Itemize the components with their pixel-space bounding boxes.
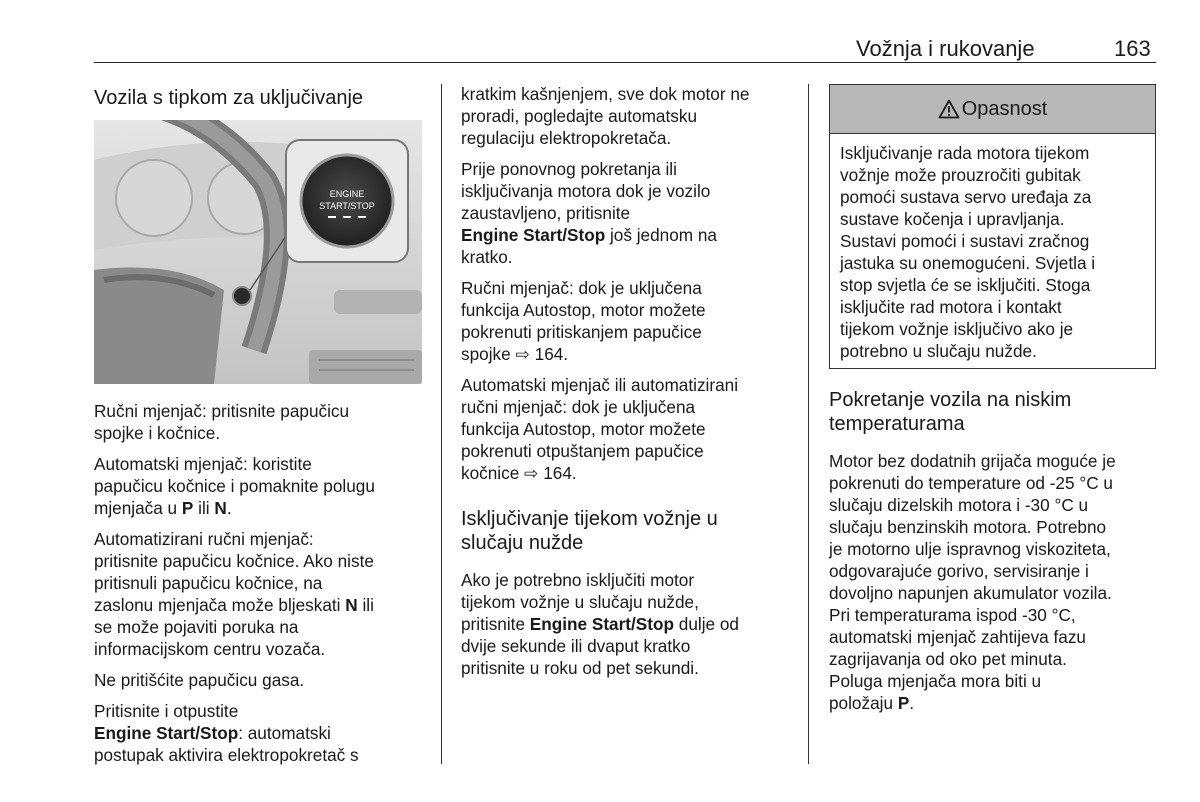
warning-box [829, 84, 1156, 369]
text-line: dvije sekunde ili dvaput kratko [461, 636, 691, 656]
heading-line: Pokretanje vozila na niskim [829, 389, 1072, 411]
text-line: Motor bez dodatnih grijača moguće je [829, 451, 1116, 471]
text-line: Ručni mjenjač: pritisnite papučicu [94, 401, 350, 421]
page-reference-link[interactable]: spojke ⇨ 164. [461, 344, 569, 364]
button-name: Engine Start/Stop [94, 723, 239, 743]
paragraph [94, 400, 434, 444]
text-line: pokrenuti pritiskanjem papučice [461, 322, 702, 342]
text-line: ručni mjenjač: dok je uključena [461, 397, 696, 417]
column-2 [461, 83, 801, 688]
text-line: slučaju benzinskih motora. Potrebno [829, 517, 1107, 537]
text-line: Automatizirani ručni mjenjač: [94, 529, 314, 549]
text-line: Ručni mjenjač: dok je uključena [461, 278, 702, 298]
text-line: Pri temperaturama ispod -30 °C, [829, 605, 1076, 625]
text-line: Automatski mjenjač ili automatizirani [461, 375, 739, 395]
paragraph [94, 453, 434, 519]
text-run: . [909, 693, 915, 713]
dashboard-illustration [94, 120, 422, 384]
paragraph [461, 83, 801, 149]
text-line: pritisnite papučicu kočnice. Ako niste [94, 551, 374, 571]
warning-header [830, 85, 1155, 134]
text-line [829, 692, 1159, 714]
button-text-engine: ENGINE [329, 189, 365, 199]
text-line: Isključivanje rada motora tijekom [840, 143, 1090, 163]
text-run: . [226, 498, 232, 518]
text-line: dovoljno napunjen akumulator vozila. [829, 583, 1112, 603]
text-line: proradi, pogledajte automatsku [461, 106, 698, 126]
text-line: odgovarajuće gorivo, servisiranje i [829, 561, 1089, 581]
text-line [94, 497, 434, 519]
text-line: funkcija Autostop, motor možete [461, 419, 706, 439]
heading-line: Isključivanje tijekom vožnje u [461, 508, 718, 530]
paragraph [94, 528, 434, 660]
text-line: spojke i kočnice. [94, 423, 221, 443]
text-line: Prije ponovnog pokretanja ili [461, 159, 677, 179]
page-reference-link[interactable]: kočnice ⇨ 164. [461, 463, 577, 483]
text-line: pokrenuti do temperature od -25 °C u [829, 473, 1113, 493]
section-heading [461, 507, 801, 555]
gear-label-n: N [214, 498, 227, 518]
column-divider-2 [808, 84, 809, 764]
text-line: se može pojaviti poruka na [94, 617, 299, 637]
column-divider-1 [441, 84, 442, 764]
text-line: sustave kočenja i upravljanja. [840, 209, 1065, 229]
text-line: zagrijavanja od oko pet minuta. [829, 649, 1067, 669]
button-name: Engine Start/Stop [529, 614, 674, 634]
text-run: ili [193, 498, 215, 518]
button-name: Engine Start/Stop [461, 225, 606, 245]
text-line: Ako je potrebno isključiti motor [461, 570, 695, 590]
heading-line: temperaturama [829, 413, 965, 435]
text-line: zaustavljeno, pritisnite [461, 203, 631, 223]
text-line: Pritisnite i otpustite [94, 701, 239, 721]
text-line: pritisnuli papučicu kočnice, na [94, 573, 323, 593]
text-line: kratko. [461, 247, 513, 267]
paragraph [829, 450, 1159, 714]
section-heading: Vozila s tipkom za uključivanje [94, 87, 364, 109]
text-line: pritisnite u roku od pet sekundi. [461, 658, 699, 678]
text-run: : automatski [238, 723, 331, 743]
text-line: Sustavi pomoći i sustavi zračnog [840, 231, 1090, 251]
text-line: jastuka su onemogućeni. Svjetla i [840, 253, 1096, 273]
text-line [94, 722, 434, 744]
text-line: postupak aktivira elektropokretač s [94, 745, 359, 765]
header-rule [94, 62, 1156, 63]
paragraph [461, 158, 801, 268]
paragraph [94, 669, 434, 691]
text-line: Automatski mjenjač: koristite [94, 454, 312, 474]
text-run: mjenjača u [94, 498, 182, 518]
text-line: stop svjetla će se isključiti. Stoga [840, 275, 1091, 295]
text-line [94, 594, 434, 616]
gear-label-n: N [345, 595, 358, 615]
warning-text [830, 134, 1155, 362]
text-line: je motorno ulje ispravnog viskoziteta, [829, 539, 1111, 559]
paragraph [461, 277, 801, 365]
text-run: pritisnite [461, 614, 530, 634]
text-line: Poluga mjenjača mora biti u [829, 671, 1042, 691]
text-line: tijekom vožnje isključivo ako je [840, 319, 1074, 339]
text-line: automatski mjenjač zahtijeva fazu [829, 627, 1086, 647]
running-title: Vožnja i rukovanje [856, 36, 1035, 61]
page-number: 163 [1114, 36, 1151, 61]
dashboard-drawing [94, 120, 422, 384]
text-line: informacijskom centru vozača. [94, 639, 326, 659]
button-text-startstop: START/STOP [319, 201, 375, 211]
column-1-text [94, 400, 434, 775]
text-line: papučicu kočnice i pomaknite polugu [94, 476, 375, 496]
warning-title: Opasnost [961, 97, 1048, 120]
section-heading [829, 388, 1159, 436]
paragraph [461, 569, 801, 679]
text-line [461, 613, 801, 635]
text-line: slučaju dizelskih motora i -30 °C u [829, 495, 1089, 515]
text-run: zaslonu mjenjača može bljeskati [94, 595, 346, 615]
text-line: vožnje može prouzročiti gubitak [840, 165, 1081, 185]
paragraph [94, 700, 434, 766]
warning-triangle-icon [938, 99, 960, 119]
paragraph [461, 374, 801, 484]
column-3 [829, 388, 1159, 723]
text-line: tijekom vožnje u slučaju nužde, [461, 592, 699, 612]
text-line: pomoći sustava servo uređaja za [840, 187, 1092, 207]
text-run: ili [357, 595, 374, 615]
text-line: Ne pritišćite papučicu gasa. [94, 670, 305, 690]
text-line: potrebno u slučaju nužde. [840, 341, 1037, 361]
column-1 [94, 86, 429, 110]
text-line [461, 224, 801, 246]
text-run: položaju [829, 693, 898, 713]
text-line: isključivanja motora dok je vozilo [461, 181, 711, 201]
text-line: pokrenuti otpuštanjem papučice [461, 441, 704, 461]
gear-label-p: P [897, 693, 910, 713]
gear-label-p: P [181, 498, 194, 518]
heading-line: slučaju nužde [461, 532, 584, 554]
text-line: regulaciju elektropokretača. [461, 128, 672, 148]
text-line: isključite rad motora i kontakt [840, 297, 1062, 317]
text-run: dulje od [673, 614, 739, 634]
text-run: još jednom na [605, 225, 717, 245]
text-line: funkcija Autostop, motor možete [461, 300, 706, 320]
text-line: kratkim kašnjenjem, sve dok motor ne [461, 84, 750, 104]
